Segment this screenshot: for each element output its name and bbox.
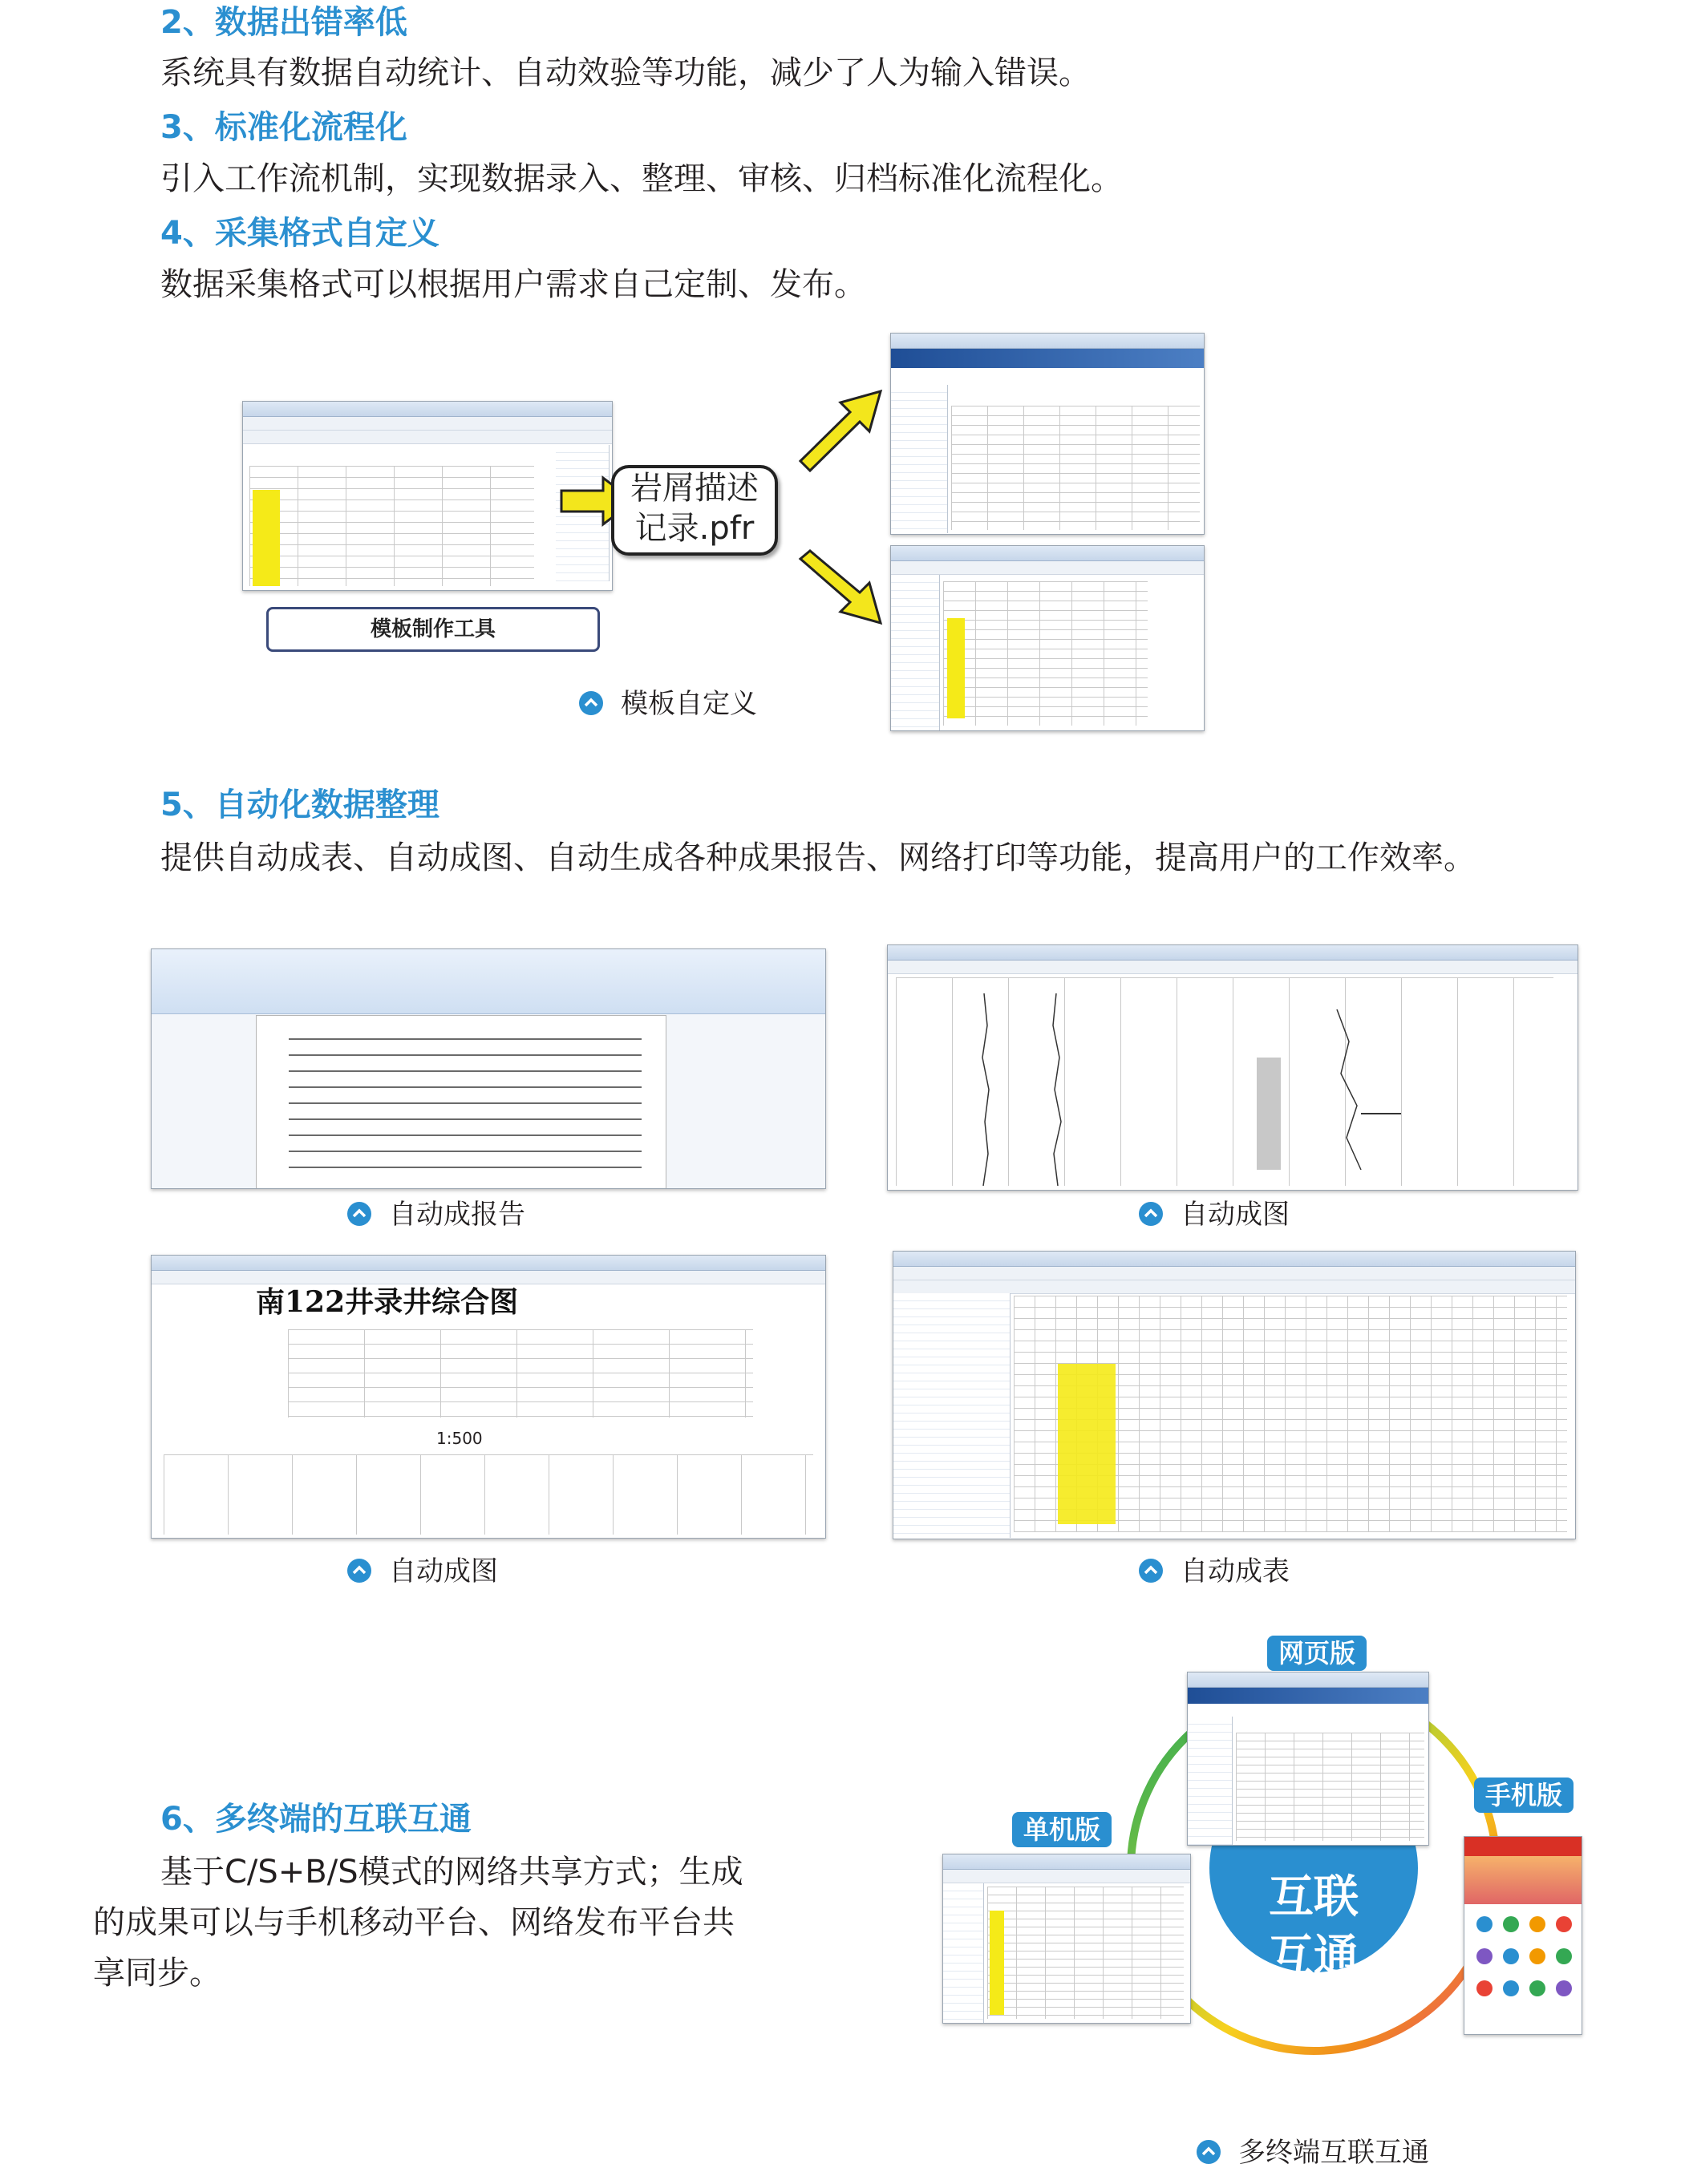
web-banner bbox=[891, 349, 1204, 368]
chevron-up-icon bbox=[347, 1202, 371, 1226]
window-titlebar bbox=[891, 334, 1204, 349]
chart-scale: 1:500 bbox=[436, 1429, 483, 1448]
caption-template bbox=[579, 688, 757, 720]
auto-chart-screenshot-1 bbox=[887, 944, 1578, 1191]
table-yellow-cells bbox=[1058, 1364, 1116, 1524]
window-toolbar bbox=[943, 1870, 1190, 1883]
log-track-columns bbox=[164, 1454, 813, 1535]
desktop-table-grid bbox=[987, 1887, 1184, 2019]
chevron-up-icon bbox=[1139, 1202, 1163, 1226]
arrow-down-right bbox=[794, 549, 890, 629]
section-3-body: 引入工作流机制，实现数据录入、整理、审核、归档标准化流程化。 bbox=[160, 160, 1123, 197]
pfr-line-2: 记录.pfr bbox=[634, 510, 755, 547]
template-grid bbox=[249, 466, 534, 586]
section-5-body: 提供自动成表、自动成图、自动生成各种成果报告、网络打印等功能，提高用户的工作效率。 bbox=[160, 839, 1476, 876]
template-tool-label: 模板制作工具 bbox=[266, 607, 600, 652]
chevron-up-icon bbox=[1139, 1559, 1163, 1583]
desktop-table-grid bbox=[943, 581, 1148, 726]
word-text-lines bbox=[289, 1030, 642, 1183]
section-2-heading: 2、数据出错率低 bbox=[160, 4, 407, 41]
badge-desktop: 单机版 bbox=[1012, 1812, 1112, 1847]
well-info-table bbox=[288, 1329, 753, 1418]
caption-multi bbox=[1197, 2137, 1429, 2169]
window-titlebar bbox=[893, 1252, 1575, 1267]
mobile-version-screenshot bbox=[1464, 1836, 1582, 2035]
window-toolbar-2 bbox=[893, 1280, 1575, 1294]
mobile-app-icons bbox=[1464, 1904, 1582, 2024]
window-titlebar bbox=[152, 1256, 825, 1271]
web-version-screenshot bbox=[1187, 1672, 1429, 1846]
auto-table-screenshot bbox=[893, 1251, 1576, 1539]
caption-chart-2 bbox=[347, 1555, 498, 1587]
center-label-line-1: 互联 bbox=[1269, 1871, 1359, 1923]
caption-chart-1 bbox=[1139, 1199, 1290, 1231]
word-page bbox=[256, 1015, 666, 1189]
pfr-line-1: 岩屑描述 bbox=[630, 470, 759, 507]
caption-table-text: 自动成表 bbox=[1181, 1555, 1290, 1587]
badge-mobile: 手机版 bbox=[1474, 1778, 1574, 1813]
caption-template-text: 模板自定义 bbox=[621, 688, 757, 720]
section-6-body-line-1: 基于C/S+B/S模式的网络共享方式；生成 bbox=[160, 1854, 743, 1891]
chevron-up-icon bbox=[1197, 2140, 1221, 2164]
template-yellow-column bbox=[253, 490, 280, 586]
desktop-yellow-column bbox=[947, 618, 965, 718]
table-tree-panel bbox=[893, 1293, 1011, 1538]
word-ribbon bbox=[152, 949, 825, 1014]
center-label bbox=[1209, 1868, 1418, 1987]
auto-report-screenshot bbox=[151, 948, 826, 1189]
window-titlebar bbox=[943, 1854, 1190, 1870]
web-tree-panel bbox=[1188, 1717, 1233, 1845]
web-table-grid bbox=[1236, 1733, 1424, 1841]
caption-chart-1-text: 自动成图 bbox=[1181, 1199, 1290, 1231]
well-log-curves bbox=[888, 977, 1578, 1190]
web-tree-panel bbox=[891, 385, 948, 533]
chevron-up-icon bbox=[347, 1559, 371, 1583]
chevron-up-icon bbox=[579, 691, 603, 715]
window-titlebar bbox=[891, 546, 1204, 561]
section-6-heading: 6、多终端的互联互通 bbox=[160, 1801, 472, 1838]
section-6-body-line-3: 享同步。 bbox=[93, 1955, 221, 1992]
desktop-version-screenshot bbox=[942, 1854, 1191, 2024]
section-2-body: 系统具有数据自动统计、自动效验等功能，减少了人为输入错误。 bbox=[160, 55, 1091, 91]
center-label-line-2: 互通 bbox=[1269, 1931, 1359, 1983]
desktop-template-screenshot bbox=[890, 545, 1205, 731]
badge-web: 网页版 bbox=[1267, 1636, 1367, 1671]
window-titlebar bbox=[243, 402, 612, 417]
web-banner bbox=[1188, 1688, 1428, 1704]
section-5-heading: 5、自动化数据整理 bbox=[160, 787, 439, 823]
window-titlebar bbox=[888, 945, 1578, 961]
web-table-grid bbox=[951, 406, 1200, 530]
window-toolbar bbox=[243, 417, 612, 431]
window-toolbar bbox=[152, 1271, 825, 1284]
mobile-header bbox=[1464, 1837, 1582, 1856]
auto-chart-screenshot-2 bbox=[151, 1255, 826, 1539]
section-4-heading: 4、采集格式自定义 bbox=[160, 215, 439, 252]
window-toolbar bbox=[893, 1267, 1575, 1280]
desktop-tree-panel bbox=[891, 575, 940, 730]
window-toolbar bbox=[891, 561, 1204, 575]
desktop-tree-panel bbox=[943, 1883, 984, 2023]
caption-chart-2-text: 自动成图 bbox=[389, 1555, 498, 1587]
section-4-body: 数据采集格式可以根据用户需求自己定制、发布。 bbox=[160, 266, 866, 303]
section-3-heading: 3、标准化流程化 bbox=[160, 109, 407, 146]
arrow-up-right bbox=[794, 385, 890, 473]
desktop-yellow-column bbox=[990, 1911, 1004, 2015]
caption-table bbox=[1139, 1555, 1290, 1587]
window-titlebar bbox=[1188, 1672, 1428, 1688]
chart-title: 南122井录井综合图 bbox=[256, 1285, 519, 1319]
window-toolbar-2 bbox=[243, 431, 612, 444]
caption-report-text: 自动成报告 bbox=[389, 1199, 525, 1231]
pfr-file-box bbox=[611, 465, 778, 556]
caption-multi-text: 多终端互联互通 bbox=[1238, 2137, 1429, 2169]
section-6-body-line-2: 的成果可以与手机移动平台、网络发布平台共 bbox=[93, 1904, 735, 1941]
mobile-banner bbox=[1464, 1856, 1582, 1904]
caption-report bbox=[347, 1199, 525, 1231]
window-toolbar bbox=[888, 961, 1578, 974]
web-template-screenshot bbox=[890, 333, 1205, 535]
